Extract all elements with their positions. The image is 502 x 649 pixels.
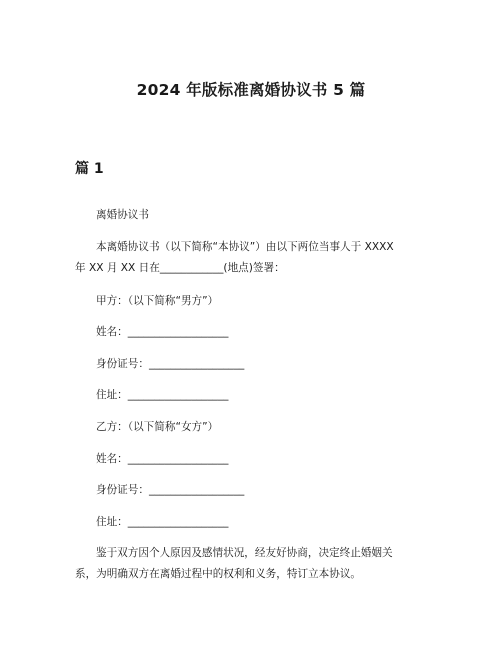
intro-paragraph <box>75 237 435 279</box>
party-a-name-field: 姓名：___________________ <box>96 326 229 338</box>
party-a-address-field: 住址：___________________ <box>96 389 229 401</box>
party-b-address-field: 住址：___________________ <box>96 516 229 528</box>
intro-line-2: 年 XX 月 XX 日在____________(地点)签署： <box>75 262 285 274</box>
document-title: 2024 年版标准离婚协议书 5 篇 <box>136 81 366 99</box>
reason-paragraph <box>75 543 435 585</box>
party-a-header: 甲方：（以下简称“男方”） <box>96 295 219 307</box>
reason-line-1: 鉴于双方因个人原因及感情状况，经友好协商，决定终止婚姻关 <box>96 547 393 559</box>
intro-line-1: 本离婚协议书（以下简称“本协议”）由以下两位当事人于 XXXX <box>96 241 394 253</box>
section-heading: 篇 1 <box>75 161 104 177</box>
party-b-name-field: 姓名：___________________ <box>96 453 229 465</box>
party-b-id-field: 身份证号：__________________ <box>96 484 245 496</box>
reason-line-2: 系，为明确双方在离婚过程中的权利和义务，特订立本协议。 <box>75 568 362 580</box>
party-a-id-field: 身份证号：__________________ <box>96 358 245 370</box>
agreement-name: 离婚协议书 <box>96 209 149 221</box>
party-b-header: 乙方：（以下简称“女方”） <box>96 421 219 433</box>
